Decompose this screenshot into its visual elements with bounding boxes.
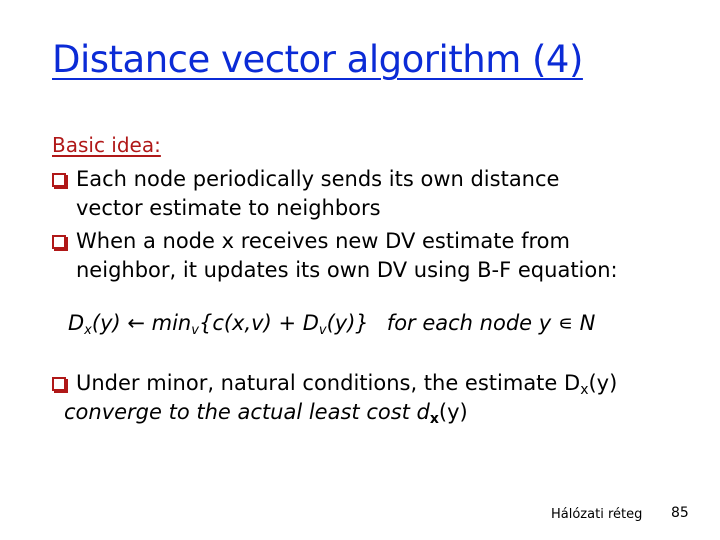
slide-title: Distance vector algorithm (4) — [52, 38, 583, 81]
bullet-marker-icon — [52, 377, 66, 391]
bullet-line: neighbor, it updates its own DV using B-F equation: — [76, 258, 618, 282]
section-label: Basic idea: — [52, 133, 161, 157]
bullet-line: Under minor, natural conditions, the estimate $D_x(y)$ — [76, 371, 618, 398]
bullet-line: Each node periodically sends its own distance — [76, 167, 560, 191]
page-number: 85 — [671, 505, 689, 521]
bullet-line: converge to the actual least cost $d_x(y)$ — [64, 400, 468, 427]
bellman-ford-equation: $D_x(y)$ ← $\min_v\{c(x,v) + D_v(y)\}$ for each node y ∊ N — [68, 311, 596, 338]
bullet-line: When a node x receives new DV estimate from — [76, 229, 570, 253]
footer-label: Hálózati réteg — [551, 507, 643, 522]
equation-condition: for each node y ∊ N — [386, 311, 596, 335]
bullet-marker-icon — [52, 173, 66, 187]
bullet-marker-icon — [52, 235, 66, 249]
bullet-line: vector estimate to neighbors — [76, 196, 381, 220]
